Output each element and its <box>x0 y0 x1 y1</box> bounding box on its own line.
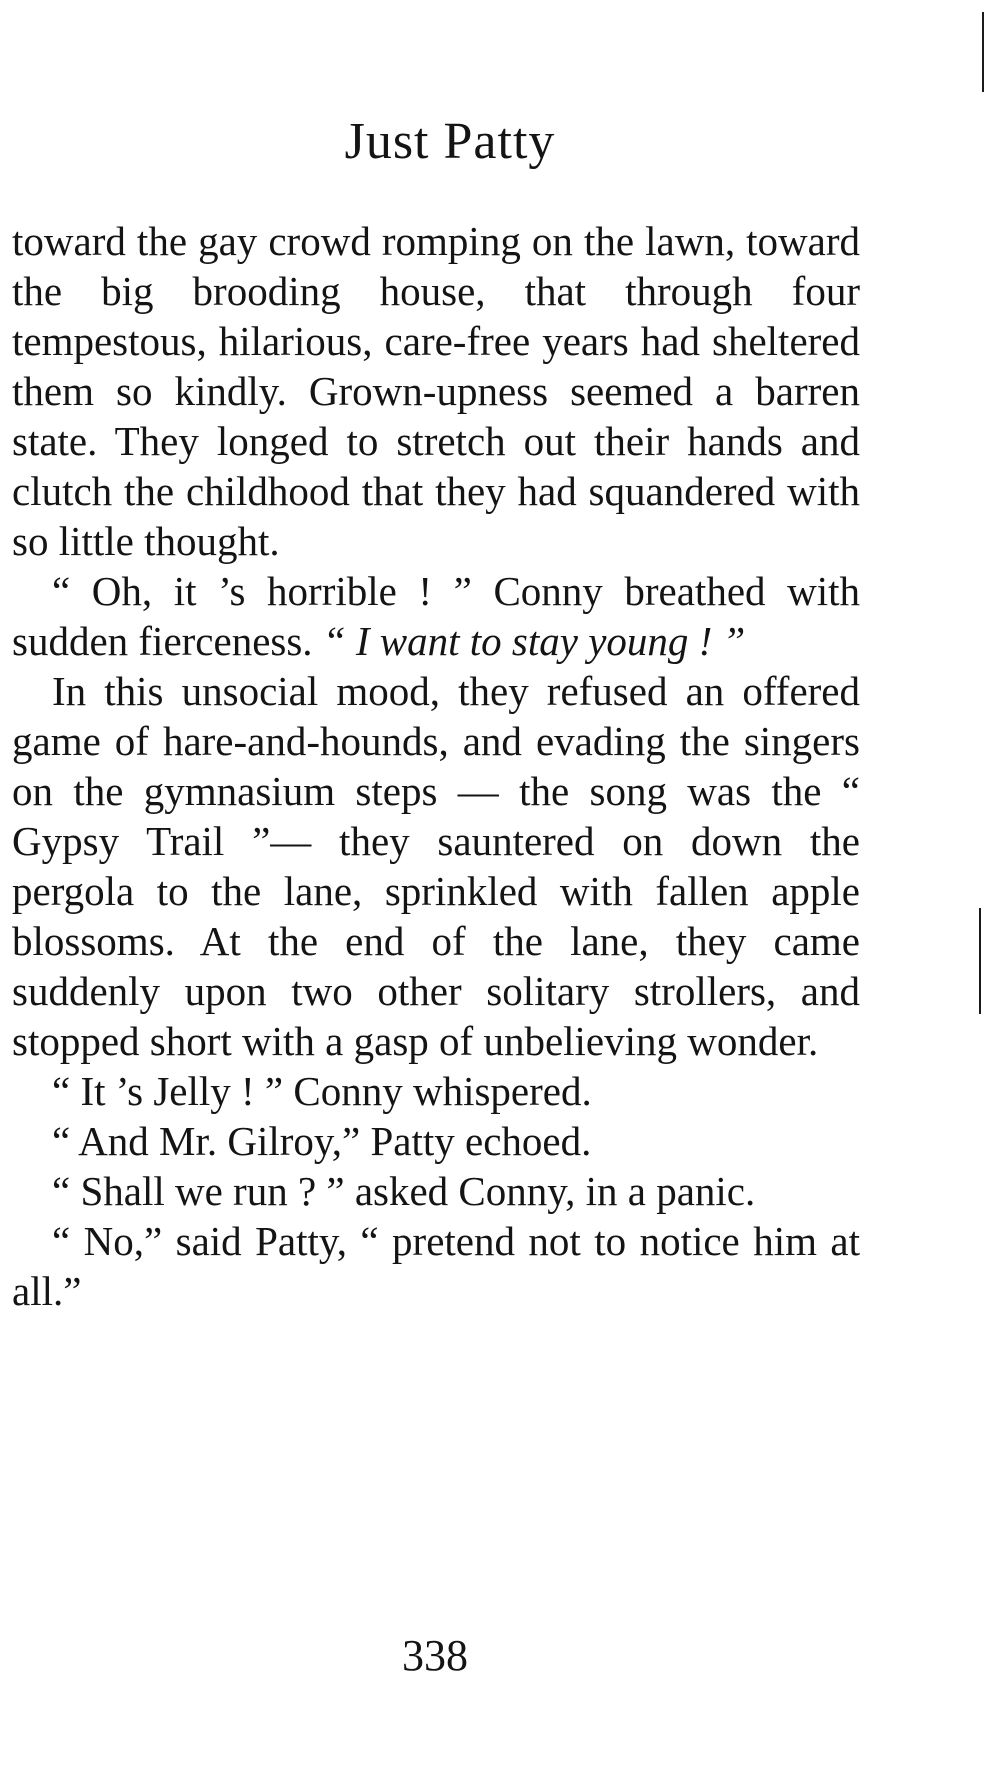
paragraph: “ Shall we run ? ” asked Conny, in a panic. <box>52 1168 756 1214</box>
paragraph: “ And Mr. Gilroy,” Patty echoed. <box>52 1118 592 1164</box>
paragraph-text: “ Oh, it ’s horrible ! ” Conny breathed with sudden fierceness. <box>12 568 860 664</box>
paragraph <box>12 566 860 666</box>
paragraph: toward the gay crowd romping on the lawn, toward the big brooding house, that through four tempestous, hilarious, care-free years had sheltered them so kindly. Grown-upness seemed a barren state. They longed to stretch out their hands and clutch the childhood that they had squandered with so little thought. <box>12 218 860 564</box>
paragraph: “ No,” said Patty, “ pretend not to notice him at all.” <box>12 1218 860 1314</box>
page-number: 338 <box>402 1631 468 1680</box>
scan-edge-mark <box>982 12 984 92</box>
paragraph: “ It ’s Jelly ! ” Conny whispered. <box>52 1068 592 1114</box>
scan-edge-mark <box>979 908 981 1014</box>
body-text <box>12 216 860 1316</box>
paragraph: In this unsocial mood, they refused an offered game of hare-and-hounds, and evading the singers on the gymnasium steps — the song was the “ Gypsy Trail ”— they sauntered on down the pergola to the lane, sprinkled with fallen apple blossoms. At the end of the lane, they came suddenly upon two other solitary strollers, and stopped short with a gasp of unbelieving wonder. <box>12 668 860 1064</box>
italic-quote: “ I want to stay young ! ” <box>322 618 746 664</box>
running-title: Just Patty <box>344 113 556 170</box>
